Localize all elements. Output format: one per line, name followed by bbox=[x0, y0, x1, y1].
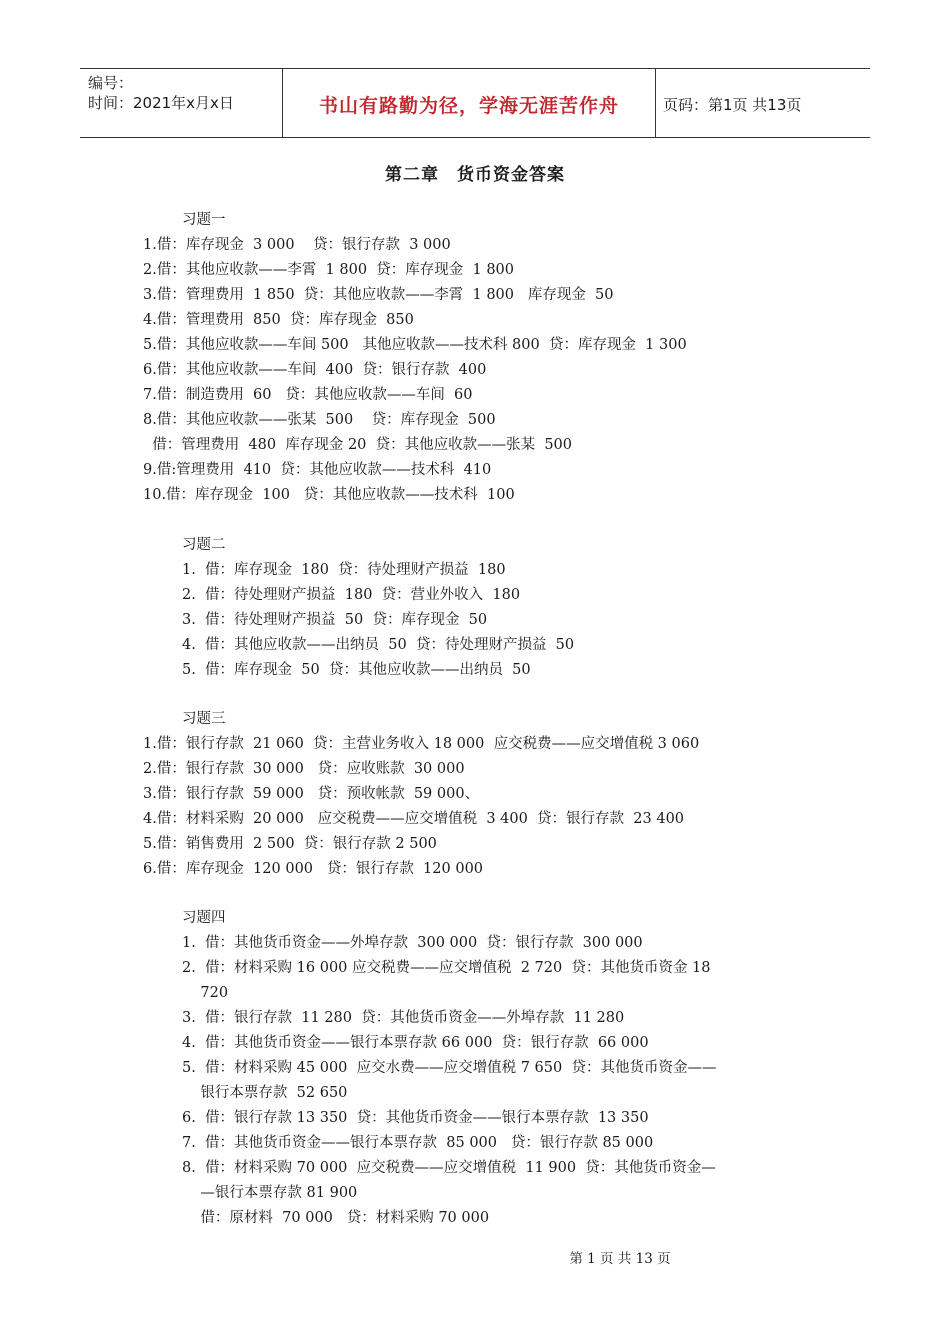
page-header bbox=[80, 68, 870, 138]
exercise-2-line: 5. 借：库存现金 50 贷：其他应收款——出纳员 50 bbox=[182, 662, 531, 678]
exercise-1-heading: 习题一 bbox=[182, 212, 226, 228]
exercise-2-line: 2. 借：待处理财产损益 180 贷：营业外收入 180 bbox=[182, 587, 521, 603]
exercise-3-line: 1.借：银行存款 21 060 贷：主营业务收入 18 000 应交税费——应交增值税 3 060 bbox=[143, 736, 700, 752]
exercise-4-line: —银行本票存款 81 900 bbox=[182, 1185, 358, 1201]
exercise-4-line: 1. 借：其他货币资金——外埠存款 300 000 贷：银行存款 300 000 bbox=[182, 935, 643, 951]
exercise-1-line: 6.借：其他应收款——车间 400 贷：银行存款 400 bbox=[143, 362, 487, 378]
exercise-1-line: 5.借：其他应收款——车间 500 其他应收款——技术科 800 贷：库存现金 1 300 bbox=[143, 337, 687, 353]
exercise-1-line: 4.借：管理费用 850 贷：库存现金 850 bbox=[143, 312, 414, 328]
exercise-2-line: 1. 借：库存现金 180 贷：待处理财产损益 180 bbox=[182, 562, 506, 578]
exercise-3-line: 2.借：银行存款 30 000 贷：应收账款 30 000 bbox=[143, 761, 465, 777]
exercise-3-heading: 习题三 bbox=[182, 711, 226, 727]
exercise-1-line: 8.借：其他应收款——张某 500 贷：库存现金 500 bbox=[143, 412, 496, 428]
exercise-4-line: 7. 借：其他货币资金——银行本票存款 85 000 贷：银行存款 85 000 bbox=[182, 1135, 654, 1151]
exercise-1-line: 2.借：其他应收款——李霄 1 800 贷：库存现金 1 800 bbox=[143, 262, 515, 278]
exercise-4-line: 银行本票存款 52 650 bbox=[182, 1085, 348, 1101]
exercise-4-line: 720 bbox=[182, 985, 229, 1001]
exercise-3-line: 3.借：银行存款 59 000 贷：预收帐款 59 000、 bbox=[143, 786, 480, 802]
exercise-2-line: 4. 借：其他应收款——出纳员 50 贷：待处理财产损益 50 bbox=[182, 637, 575, 653]
header-motto-cell bbox=[282, 69, 656, 137]
exercise-1-line: 借：管理费用 480 库存现金 20 贷：其他应收款——张某 500 bbox=[143, 437, 573, 453]
exercise-4-line: 借：原材料 70 000 贷：材料采购 70 000 bbox=[182, 1210, 490, 1226]
page-footer: 第 1 页 共 13 页 bbox=[569, 1251, 671, 1267]
exercise-1-line: 7.借：制造费用 60 贷：其他应收款——车间 60 bbox=[143, 387, 473, 403]
exercise-4-line: 4. 借：其他货币资金——银行本票存款 66 000 贷：银行存款 66 000 bbox=[182, 1035, 649, 1051]
page-info: 页码：第1页 共13页 bbox=[663, 96, 802, 114]
exercise-1-line: 9.借:管理费用 410 贷：其他应收款——技术科 410 bbox=[143, 462, 492, 478]
exercise-3-line: 4.借：材料采购 20 000 应交税费——应交增值税 3 400 贷：银行存款 23 400 bbox=[143, 811, 685, 827]
exercise-3-line: 6.借：库存现金 120 000 贷：银行存款 120 000 bbox=[143, 861, 484, 877]
exercise-3-line: 5.借：销售费用 2 500 贷：银行存款 2 500 bbox=[143, 836, 437, 852]
exercise-4-line: 6. 借：银行存款 13 350 贷：其他货币资金——银行本票存款 13 350 bbox=[182, 1110, 649, 1126]
exercise-2-heading: 习题二 bbox=[182, 537, 226, 553]
exercise-4-line: 3. 借：银行存款 11 280 贷：其他货币资金——外埠存款 11 280 bbox=[182, 1010, 625, 1026]
exercise-4-line: 5. 借：材料采购 45 000 应交水费——应交增值税 7 650 贷：其他货币资金—— bbox=[182, 1060, 717, 1076]
exercise-1-line: 10.借：库存现金 100 贷：其他应收款——技术科 100 bbox=[143, 487, 515, 503]
exercise-4-line: 2. 借：材料采购 16 000 应交税费——应交增值税 2 720 贷：其他货币资金 18 bbox=[182, 960, 711, 976]
motto-text: 书山有路勤为径，学海无涯苦作舟 bbox=[318, 95, 619, 117]
document-number-label: 编号： bbox=[88, 74, 134, 92]
header-meta-cell bbox=[80, 69, 282, 137]
exercise-2-line: 3. 借：待处理财产损益 50 贷：库存现金 50 bbox=[182, 612, 488, 628]
exercise-1-line: 3.借：管理费用 1 850 贷：其他应收款——李霄 1 800 库存现金 50 bbox=[143, 287, 614, 303]
exercise-4-heading: 习题四 bbox=[182, 910, 226, 926]
exercise-1-line: 1.借：库存现金 3 000 贷：银行存款 3 000 bbox=[143, 237, 451, 253]
header-page-cell bbox=[655, 69, 870, 137]
document-time-label: 时间：2021年x月x日 bbox=[88, 94, 234, 112]
chapter-title: 第二章 货币资金答案 bbox=[385, 165, 565, 185]
exercise-4-line: 8. 借：材料采购 70 000 应交税费——应交增值税 11 900 贷：其他货币资金— bbox=[182, 1160, 716, 1176]
